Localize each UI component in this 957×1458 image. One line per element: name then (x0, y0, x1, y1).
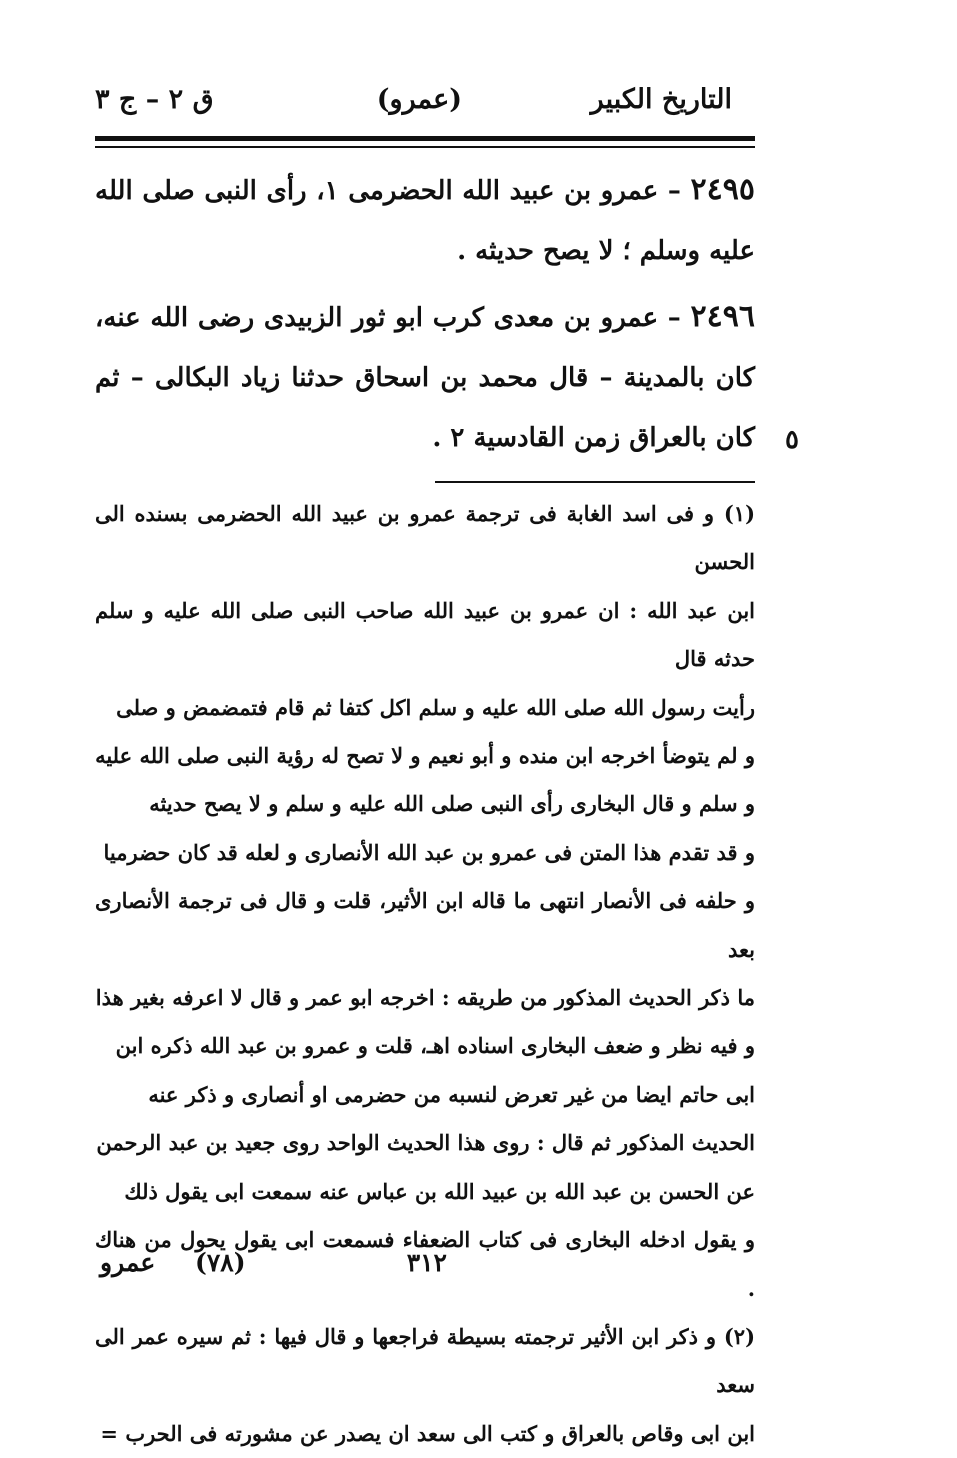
header-rule-thin (95, 146, 755, 148)
volume-number: (٧٨) (195, 1248, 246, 1277)
footnote-line: ابن عبد الله : ان عمرو بن عبيد الله صاحب النبى صلى الله عليه و سلم حدثه قال (95, 597, 755, 672)
entry-2496 (95, 287, 755, 468)
footnote-line: و سلم و قال البخارى رأى النبى صلى الله عليه و سلم و لا يصح حديثه (149, 791, 755, 817)
footnote-line: (١) و فى اسد الغابة فى ترجمة عمرو بن عبيد الله الحضرمى بسنده الى الحسن (95, 501, 755, 575)
footnote-line: عن الحسن بن عبد الله بن عبيد الله بن عباس عنه سمعت ابى يقول ذلك (124, 1178, 755, 1204)
page-footer (95, 1248, 732, 1288)
main-text (95, 160, 755, 474)
entry-number: ٢٤٩٥ (690, 172, 755, 207)
entry-text: – عمرو بن معدى كرب ابو ثور الزبيدى رضى الله عنه، كان بالمدينة – قال محمد بن اسحاق حدثنا زياد البكالى – ثم كان بالعراق زمن القادسية ٢ . (95, 303, 755, 453)
footnotes (95, 490, 755, 1458)
footnote-line: و قد تقدم هذا المتن فى عمرو بن عبد الله الأنصارى و لعله قد كان حضرميا (103, 839, 755, 865)
footnote-line: (٢) و ذكر ابن الأثير ترجمته بسيطة فراجعها و قال فيها : ثم سيره عمر الى سعد (95, 1323, 755, 1398)
footnote-line: و حلفه فى الأنصار انتهى ما قاله ابن الأثير، قلت و قال فى ترجمة الأنصارى بعد (95, 888, 755, 962)
margin-line-number: ٥ (785, 425, 799, 455)
header-rule-thick (95, 136, 755, 141)
footnote-line: رأيت رسول الله صلى الله عليه و سلم اكل كتفا ثم قام فتمضمض و صلى (116, 694, 755, 720)
volume-reference: ق ٢ – ج ٣ (95, 84, 214, 115)
footnote-line: الحديث المذكور ثم قال : روى هذا الحديث الواحد روى جعيد بن عبد الرحمن (96, 1130, 755, 1156)
footnote-line: ابن ابى وقاص بالعراق و كتب الى سعد ان يصدر عن مشورته فى الحرب = (100, 1420, 755, 1446)
entry-text: – عمرو بن عبيد الله الحضرمى ١، رأى النبى صلى الله عليه وسلم ؛ لا يصح حديثه . (95, 176, 755, 266)
footnote-line: ابى حاتم ايضا من غير تعرض لنسبه من حضرمى او أنصارى و ذكر عنه (148, 1081, 755, 1107)
running-header (95, 78, 732, 128)
entry-number: ٢٤٩٦ (690, 299, 755, 334)
footnote-line: و لم يتوضأ اخرجه ابن منده و أبو نعيم و لا تصح له رؤية النبى صلى الله عليه (95, 743, 755, 769)
page-number: ٣١٢ (406, 1248, 447, 1277)
book-title: التاريخ الكبير (590, 84, 732, 115)
footnote-line: ما ذكر الحديث المذكور من طريقه : اخرجه ابو عمر و قال لا اعرفه بغير هذا (95, 985, 755, 1011)
footnote-separator (435, 481, 755, 483)
footnote-line: و يقول ادخله البخارى فى كتاب الضعفاء فسمعت ابى يقول يحول من هناك . (95, 1227, 755, 1301)
footer-name: عمرو (100, 1248, 156, 1277)
footnote-line: و فيه نظر و ضعف البخارى اسناده اهـ، قلت و عمرو بن عبد الله ذكره ابن (115, 1033, 755, 1059)
section-name: (عمرو) (376, 84, 462, 115)
entry-2495 (95, 160, 755, 281)
